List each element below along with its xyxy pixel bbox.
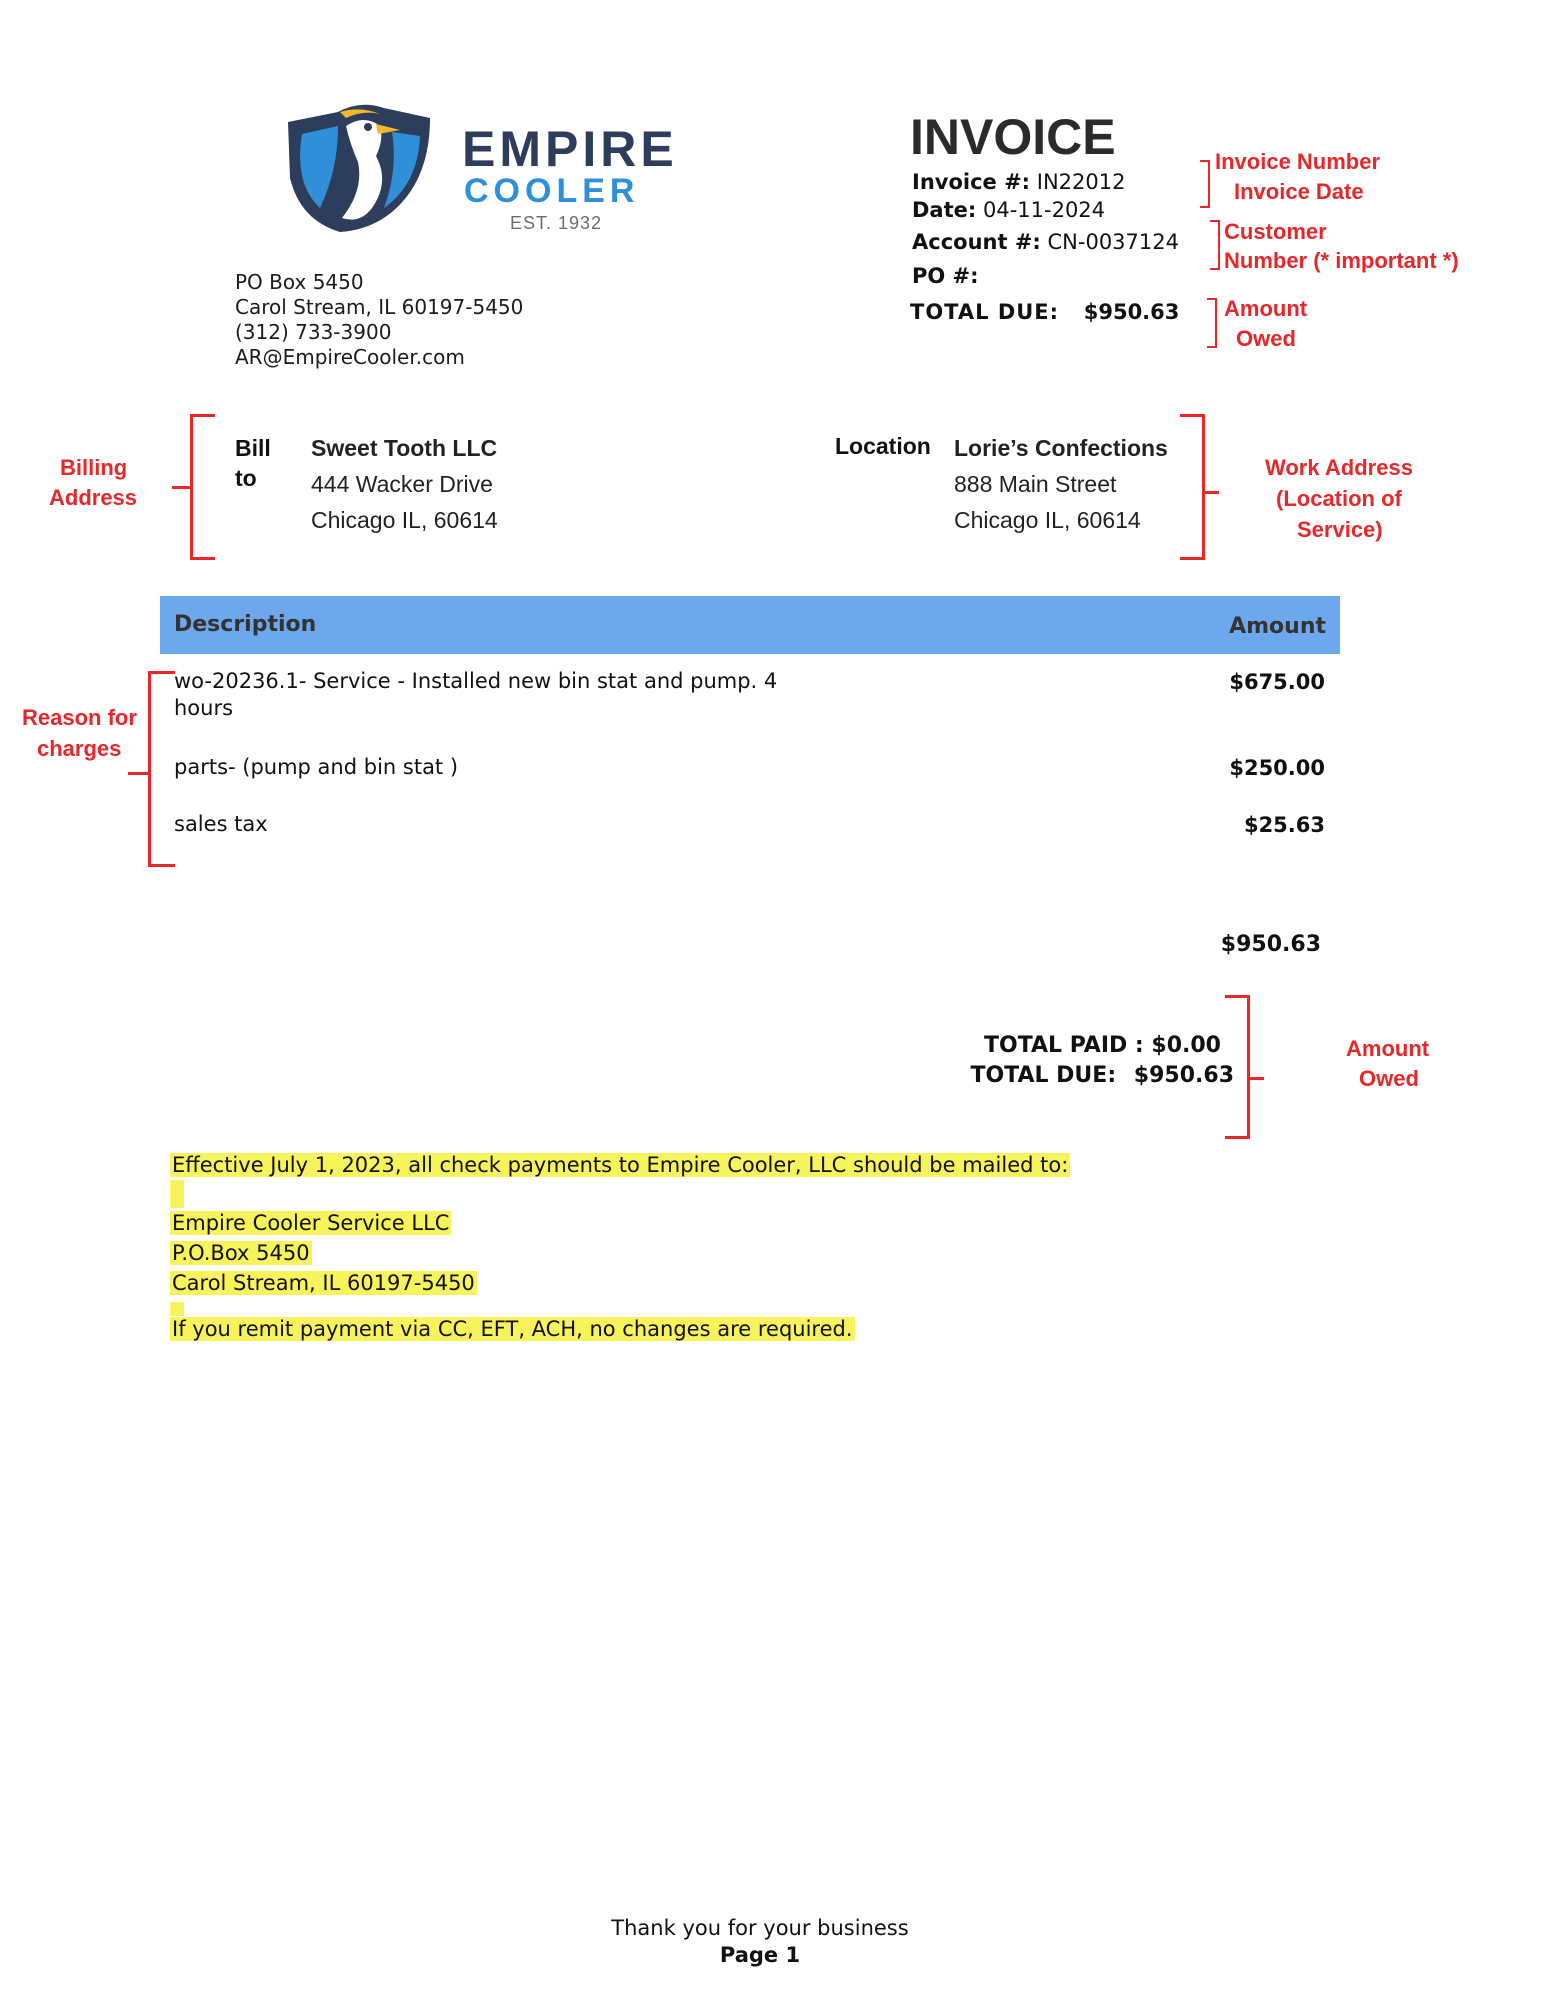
invoice-date-row bbox=[912, 198, 1105, 222]
footer-thanks: Thank you for your business bbox=[611, 1916, 909, 1940]
bill-to-name: Sweet Tooth LLC bbox=[311, 435, 498, 461]
location-street: 888 Main Street bbox=[954, 471, 1117, 497]
payment-notice bbox=[170, 1150, 1070, 1344]
amount-owed-bottom-bracket bbox=[1225, 995, 1250, 1139]
customer-number-bracket bbox=[1210, 220, 1220, 270]
notice-line-1: Effective July 1, 2023, all check payments to Empire Cooler, LLC should be mailed to: bbox=[172, 1153, 1069, 1177]
invoice-date-label: Date: bbox=[912, 198, 977, 222]
bill-to-label bbox=[235, 433, 271, 493]
header-total-due: $950.63 bbox=[1083, 300, 1180, 324]
total-due-row bbox=[970, 1063, 1234, 1088]
company-logo bbox=[280, 100, 730, 240]
billing-bracket-tick bbox=[172, 486, 190, 489]
company-email: AR@EmpireCooler.com bbox=[235, 345, 465, 369]
total-due: $950.63 bbox=[1133, 1063, 1234, 1088]
bill-to-address bbox=[311, 430, 498, 538]
line-item-3-description: sales tax bbox=[174, 812, 268, 836]
annotation-work-1: Work Address bbox=[1265, 455, 1413, 480]
line-item-1-amount: $675.00 bbox=[1229, 670, 1325, 694]
annotation-work-2: (Location of bbox=[1276, 486, 1402, 511]
bill-to-street: 444 Wacker Drive bbox=[311, 471, 493, 497]
po-number-row bbox=[912, 264, 979, 288]
annotation-amount-owed-top-1: Amount bbox=[1224, 296, 1308, 321]
invoice-subtotal: $950.63 bbox=[1220, 932, 1321, 957]
reason-bracket bbox=[148, 671, 175, 867]
work-address-bracket bbox=[1180, 414, 1205, 560]
annotation-customer-line1: Customer bbox=[1224, 219, 1327, 244]
po-number-label: PO #: bbox=[912, 264, 979, 288]
line-item-2-amount: $250.00 bbox=[1229, 756, 1325, 780]
annotation-billing-1: Billing bbox=[60, 455, 128, 480]
column-amount: Amount bbox=[1229, 614, 1326, 639]
invoice-number: IN22012 bbox=[1036, 170, 1126, 194]
reason-bracket-tick bbox=[128, 772, 148, 775]
annotation-work-3: Service) bbox=[1297, 517, 1383, 542]
amount-owed-top-bracket bbox=[1207, 298, 1217, 348]
notice-line-2: Empire Cooler Service LLC bbox=[172, 1211, 450, 1235]
company-name-empire: EMPIRE bbox=[462, 121, 678, 177]
notice-line-4: Carol Stream, IL 60197-5450 bbox=[172, 1271, 475, 1295]
notice-line-5: If you remit payment via CC, EFT, ACH, no changes are required. bbox=[172, 1317, 853, 1341]
annotation-reason-1: Reason for bbox=[22, 705, 137, 730]
header-total-due-row bbox=[910, 300, 1179, 324]
company-established: EST. 1932 bbox=[510, 213, 603, 233]
annotation-amount-owed-bottom-1: Amount bbox=[1346, 1036, 1430, 1061]
bill-to-city: Chicago IL, 60614 bbox=[311, 507, 498, 533]
annotation-invoice-date: Invoice Date bbox=[1234, 179, 1364, 204]
column-description: Description bbox=[174, 612, 317, 637]
annotation-billing-2: Address bbox=[49, 485, 138, 510]
bill-to-label-line1: Bill bbox=[235, 435, 271, 461]
line-item-1-line2: hours bbox=[174, 696, 234, 720]
line-items-header bbox=[160, 596, 1340, 654]
location-address bbox=[954, 430, 1168, 538]
account-number-row bbox=[912, 230, 1179, 254]
annotation-amount-owed-top-2: Owed bbox=[1236, 326, 1296, 351]
location-name: Lorie’s Confections bbox=[954, 435, 1168, 461]
bill-to-label-line2: to bbox=[235, 465, 257, 491]
account-number: CN-0037124 bbox=[1047, 230, 1179, 254]
notice-blank-highlight bbox=[170, 1180, 184, 1208]
location-city: Chicago IL, 60614 bbox=[954, 507, 1141, 533]
total-due-label: TOTAL DUE: bbox=[970, 1063, 1117, 1088]
footer bbox=[0, 1915, 1520, 1969]
header-total-due-label: TOTAL DUE: bbox=[910, 300, 1060, 324]
company-name-cooler: COOLER bbox=[464, 172, 640, 210]
invoice-title: INVOICE bbox=[910, 109, 1116, 165]
line-item-1-description bbox=[174, 668, 894, 722]
amount-owed-bottom-tick bbox=[1250, 1077, 1264, 1080]
annotation-amount-owed-bottom-2: Owed bbox=[1359, 1066, 1419, 1091]
annotation-customer-line2: Number (* important *) bbox=[1224, 248, 1459, 273]
company-phone: (312) 733-3900 bbox=[235, 320, 392, 344]
total-paid-row bbox=[984, 1033, 1221, 1058]
line-item-1-line1: wo-20236.1- Service - Installed new bin stat and pump. 4 bbox=[174, 669, 778, 693]
total-paid: $0.00 bbox=[1151, 1033, 1221, 1058]
billing-bracket bbox=[190, 414, 215, 560]
company-po-box: PO Box 5450 bbox=[235, 270, 364, 294]
invoice-date: 04-11-2024 bbox=[982, 198, 1106, 222]
company-address bbox=[235, 270, 523, 370]
invoice-number-bracket bbox=[1200, 160, 1210, 208]
line-item-2-description: parts- (pump and bin stat ) bbox=[174, 755, 459, 779]
annotation-invoice-number: Invoice Number bbox=[1215, 149, 1381, 174]
work-address-bracket-tick bbox=[1205, 491, 1219, 494]
line-item-3-amount: $25.63 bbox=[1243, 813, 1325, 837]
invoice-number-label: Invoice #: bbox=[912, 170, 1031, 194]
total-paid-label: TOTAL PAID : bbox=[983, 1033, 1144, 1058]
invoice-number-row bbox=[912, 170, 1125, 194]
penguin-shield-icon bbox=[280, 100, 440, 235]
company-city: Carol Stream, IL 60197-5450 bbox=[235, 295, 524, 319]
notice-line-3: P.O.Box 5450 bbox=[172, 1241, 310, 1265]
annotation-reason-2: charges bbox=[37, 736, 122, 761]
account-number-label: Account #: bbox=[912, 230, 1041, 254]
footer-page: Page 1 bbox=[719, 1943, 801, 1967]
location-label: Location bbox=[835, 433, 931, 459]
